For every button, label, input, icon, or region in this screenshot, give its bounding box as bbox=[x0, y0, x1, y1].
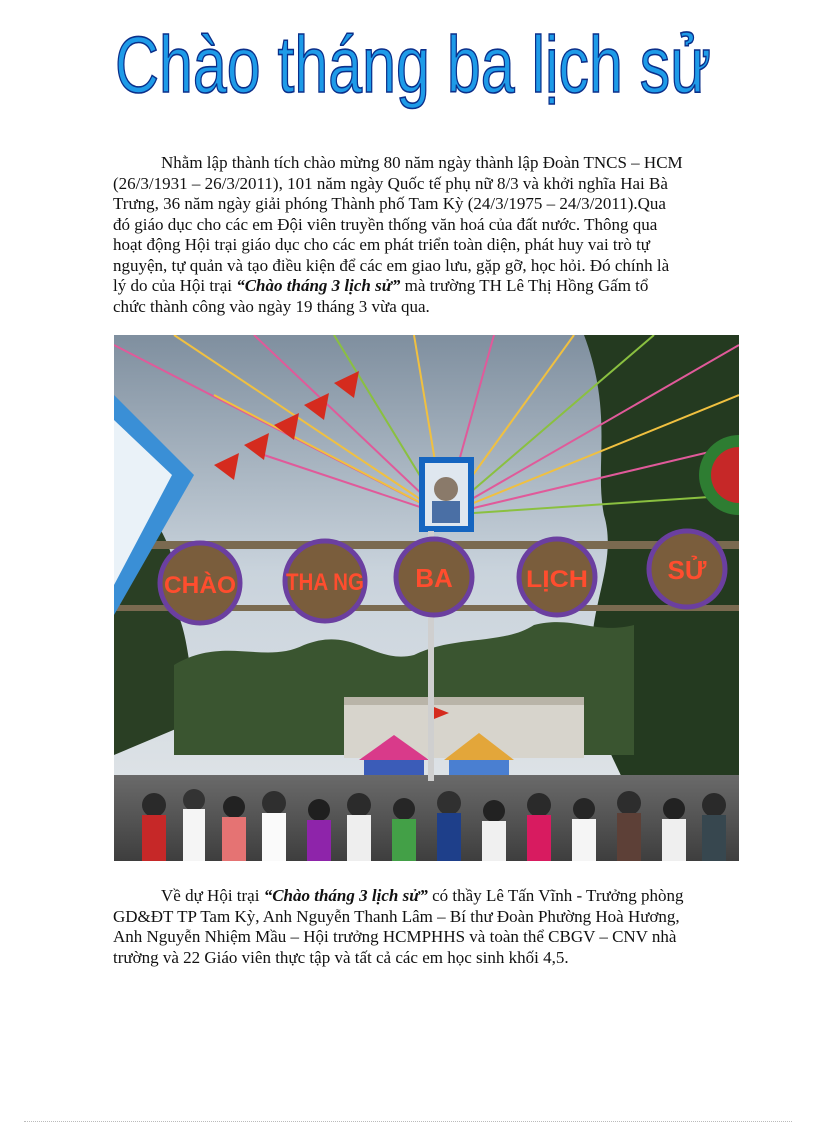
portrait-figure bbox=[434, 477, 458, 501]
camp-name-emphasis: “Chào tháng 3 lịch sử” bbox=[263, 886, 428, 905]
page-title bbox=[108, 4, 718, 114]
guests-line: GD&ĐT TP Tam Kỳ, Anh Nguyễn Thanh Lâm – Bí thư Đoàn Phường Hoà Hương, bbox=[113, 906, 680, 926]
intro-line: lý do của Hội trại bbox=[113, 276, 237, 295]
guests-line: trường và 22 Giáo viên thực tập và tất cả các em học sinh khối 4,5. bbox=[113, 947, 569, 967]
intro-line: (26/3/1931 – 26/3/2011), 101 năm ngày Quốc tế phụ nữ 8/3 và khởi nghĩa Hai Bà bbox=[113, 173, 668, 193]
title-text: Chào tháng ba lịch sử bbox=[115, 20, 711, 109]
intro-line: Trưng, 36 năm ngày giải phóng Thành phố Tam Kỳ (24/3/1975 – 24/3/2011).Qua bbox=[113, 194, 666, 213]
disc-label: THA NG bbox=[286, 569, 364, 596]
camp-gate-photo bbox=[114, 335, 739, 861]
crowd-ground bbox=[114, 775, 739, 861]
intro-line: mà trường TH Lê Thị Hồng Gấm tổ bbox=[400, 276, 649, 295]
guests-line: có thầy Lê Tấn Vĩnh - Trưởng phòng bbox=[427, 886, 684, 905]
intro-line: Nhằm lập thành tích chào mừng 80 năm ngày thành lập Đoàn TNCS – HCM bbox=[161, 153, 683, 172]
intro-line: hoạt động Hội trại giáo dục cho các em phát triển toàn diện, phát huy vai trò tự bbox=[113, 235, 651, 254]
guests-line: Về dự Hội trại bbox=[161, 886, 264, 905]
guests-paragraph bbox=[113, 886, 741, 968]
disc-label: CHÀO bbox=[164, 572, 235, 599]
disc-label: SỬ bbox=[667, 555, 707, 585]
intro-line: nguyện, tự quản và tạo điều kiện để các em giao lưu, gặp gỡ, học hỏi. Đó chính là bbox=[113, 255, 670, 275]
intro-paragraph bbox=[113, 153, 741, 317]
disc-label: LỊCH bbox=[526, 566, 588, 593]
camp-name-emphasis: “Chào tháng 3 lịch sử” bbox=[236, 276, 401, 295]
page-bottom-rule bbox=[24, 1121, 792, 1122]
intro-line: đó giáo dục cho các em Đội viên truyền thống văn hoá của đất nước. Thông qua bbox=[113, 214, 658, 234]
guests-line: Anh Nguyễn Nhiệm Mầu – Hội trưởng HCMPHHS và toàn thể CBGV – CNV nhà bbox=[113, 927, 677, 946]
disc-label: BA bbox=[415, 563, 453, 593]
intro-line: chức thành công vào ngày 19 tháng 3 vừa qua. bbox=[113, 296, 430, 316]
